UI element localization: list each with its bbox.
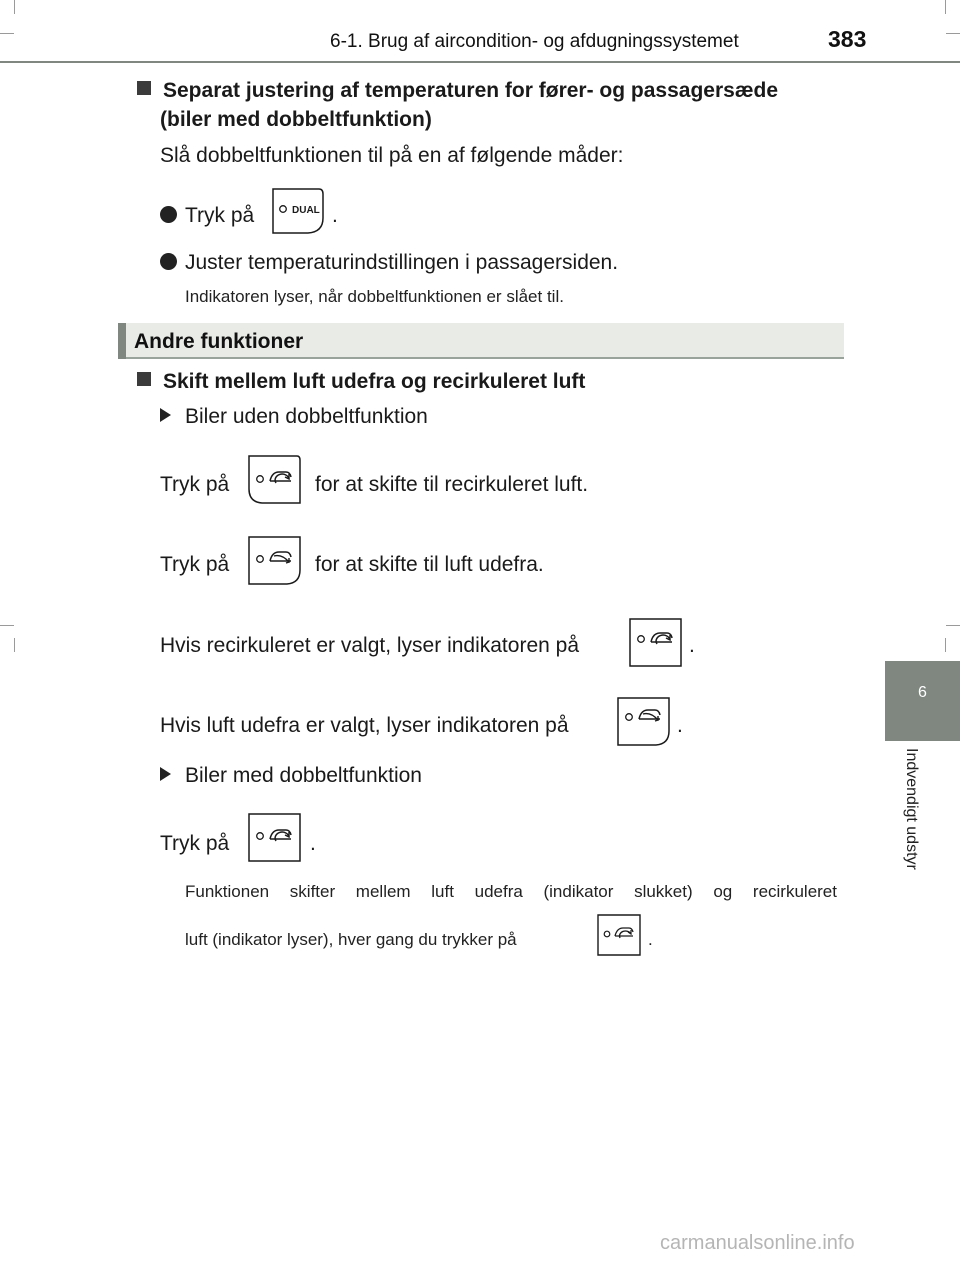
dual-heading-line2: (biler med dobbeltfunktion) bbox=[160, 108, 432, 131]
crop-mark bbox=[14, 0, 15, 14]
with-dual-heading: Biler med dobbeltfunktion bbox=[160, 762, 422, 789]
chapter-tab-label: Indvendigt udstyr bbox=[903, 748, 920, 870]
dual-bullet-2: Juster temperaturindstillingen i passagersiden. bbox=[160, 249, 618, 276]
section-bar-mark bbox=[118, 323, 126, 359]
watermark: carmanualsonline.info bbox=[660, 1232, 855, 1254]
crop-mark bbox=[0, 625, 14, 626]
outside-air-icon bbox=[617, 697, 670, 746]
recirculated-air-icon bbox=[597, 914, 641, 956]
without-dual-heading: Biler uden dobbeltfunktion bbox=[160, 403, 428, 430]
dual-row1-post: . bbox=[310, 832, 316, 855]
recirculated-air-icon bbox=[248, 813, 301, 862]
crop-mark bbox=[946, 33, 960, 34]
dual-intro: Slå dobbeltfunktionen til på en af følgende måder: bbox=[160, 144, 624, 167]
triangle-bullet-icon bbox=[160, 408, 171, 422]
row4-pre: Hvis luft udefra er valgt, lyser indikatoren på bbox=[160, 714, 569, 737]
dual-note-line2: luft (indikator lyser), hver gang du trykker på bbox=[185, 930, 517, 949]
row2-post: for at skifte til luft udefra. bbox=[315, 553, 544, 576]
outside-air-icon bbox=[248, 536, 301, 585]
square-bullet-icon bbox=[137, 81, 151, 95]
row3-pre: Hvis recirkuleret er valgt, lyser indikatoren på bbox=[160, 634, 579, 657]
row1-pre: Tryk på bbox=[160, 473, 230, 496]
row4-post: . bbox=[677, 714, 683, 737]
dual-note-line2-end: . bbox=[648, 930, 653, 949]
dual-note-line1: Funktionen skifter mellem luft udefra (indikator slukket) og recirkuleret bbox=[185, 882, 837, 901]
chapter-tab-rule bbox=[885, 739, 960, 741]
triangle-bullet-icon bbox=[160, 767, 171, 781]
square-bullet-icon bbox=[137, 372, 151, 386]
crop-mark bbox=[0, 33, 14, 34]
round-bullet-icon bbox=[160, 206, 177, 223]
row3-post: . bbox=[689, 634, 695, 657]
recirculated-air-icon bbox=[629, 618, 682, 667]
dual-note: Indikatoren lyser, når dobbeltfunktionen er slået til. bbox=[185, 287, 564, 306]
recirculated-air-icon bbox=[248, 455, 301, 504]
crop-mark bbox=[946, 625, 960, 626]
dual-heading bbox=[137, 76, 842, 105]
row2-pre: Tryk på bbox=[160, 553, 230, 576]
dual-icon-label: DUAL bbox=[292, 205, 320, 216]
dual-bullet-1: Tryk på bbox=[160, 202, 254, 229]
header-rule bbox=[0, 61, 960, 63]
section-title: Andre funktioner bbox=[134, 330, 304, 353]
dual-bullet-1-end: . bbox=[332, 204, 338, 227]
crop-mark bbox=[945, 0, 946, 14]
crop-mark bbox=[945, 638, 946, 652]
page-number: 383 bbox=[828, 26, 867, 52]
air-subheading: Skift mellem luft udefra og recirkuleret luft bbox=[137, 367, 585, 396]
chapter-tab-number: 6 bbox=[918, 684, 927, 701]
round-bullet-icon bbox=[160, 253, 177, 270]
dual-row1-pre: Tryk på bbox=[160, 832, 230, 855]
dual-heading-line1: Separat justering af temperaturen for fører- og passagersæde bbox=[163, 79, 778, 102]
row1-post: for at skifte til recirkuleret luft. bbox=[315, 473, 589, 496]
dual-icon bbox=[272, 188, 324, 234]
running-header: 6-1. Brug af aircondition- og afdugningssystemet bbox=[330, 31, 739, 52]
crop-mark bbox=[14, 638, 15, 652]
